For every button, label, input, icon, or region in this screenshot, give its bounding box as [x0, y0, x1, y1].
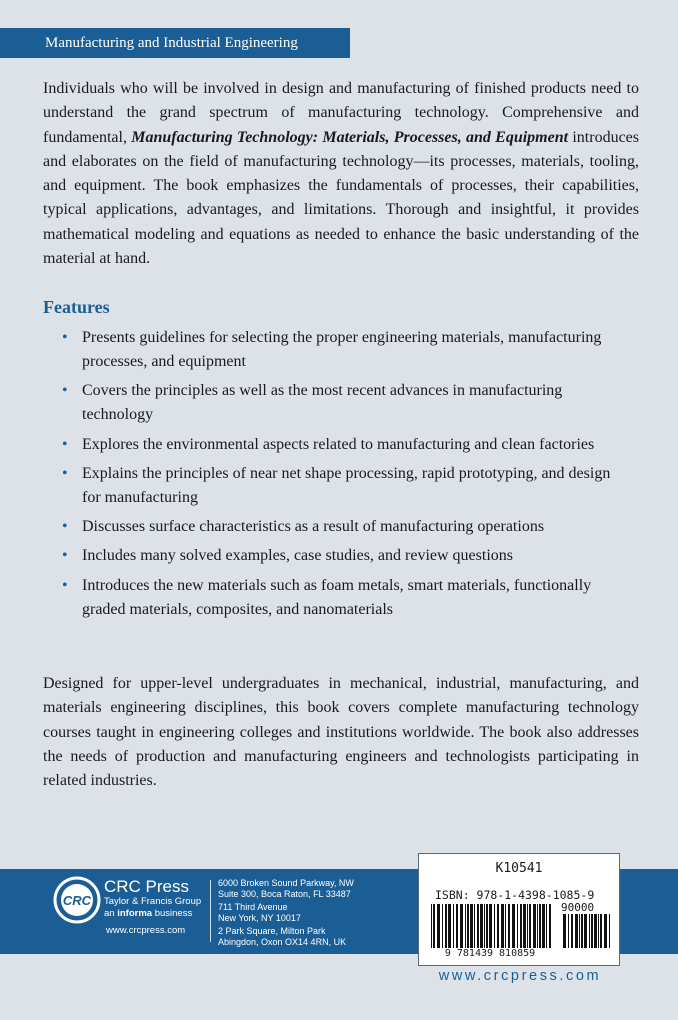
- barcode-bar: [527, 904, 528, 948]
- publisher-addresses: [218, 878, 354, 950]
- bullet-icon: •: [62, 382, 68, 400]
- feature-item: [62, 515, 622, 539]
- description-intro-before: Individuals who will be involved in design and manufacturing of finished products need to understand the grand spectrum of manufacturing technology. Comprehensive and fundamental,: [43, 80, 639, 146]
- barcode-bar: [571, 914, 573, 948]
- series-title: Manufacturing and Industrial Engineering: [45, 35, 298, 51]
- barcode-bar: [494, 904, 495, 948]
- crcpress-website: www.crcpress.com: [438, 968, 602, 984]
- barcode-bar: [465, 904, 466, 948]
- barcode-bar: [581, 914, 583, 948]
- barcode-bar: [520, 904, 522, 948]
- barcode-bar: [594, 914, 597, 948]
- feature-item: [62, 544, 622, 568]
- feature-text: Explains the principles of near net shape processing, rapid prototyping, and design for manufacturing: [82, 464, 611, 506]
- barcode-bar: [609, 914, 610, 948]
- barcode-bar: [579, 914, 580, 948]
- barcode-bar: [505, 904, 506, 948]
- barcode-bar: [512, 904, 515, 948]
- description-intro: [43, 77, 639, 271]
- barcode-bar: [445, 904, 447, 948]
- bullet-icon: •: [62, 329, 68, 346]
- feature-text: Introduces the new materials such as foam metals, smart materials, functionally graded materials, composites, and nanomaterials: [82, 576, 592, 618]
- barcode-bar: [486, 904, 488, 948]
- feature-list: [62, 326, 622, 627]
- catalog-number: K10541: [495, 861, 543, 876]
- barcode-bar: [508, 904, 510, 948]
- barcode-bar: [456, 904, 458, 948]
- barcode-bar: [448, 904, 451, 948]
- barcode-bar: [470, 904, 473, 948]
- barcode-bar: [474, 904, 475, 948]
- barcode-bar: [484, 904, 485, 948]
- feature-item: [62, 574, 622, 622]
- feature-item: [62, 462, 622, 510]
- barcode-bar: [437, 904, 440, 948]
- feature-item: [62, 433, 622, 457]
- address-divider: [210, 880, 211, 942]
- barcode-bar: [537, 904, 538, 948]
- barcode-bar: [431, 904, 432, 948]
- description-intro-after: introduces and elaborates on the field of manufacturing technology—its processes, materials, tooling, and equipment. The book emphasizes the fundamentals of processes, their capabilities, typical applications, advantages, and limitations. Thorough and insightful, it provides mathematical modeling and equations as needed to enhance the basic understanding of the material at hand.: [43, 128, 640, 268]
- barcode-bar: [539, 904, 541, 948]
- barcode-bar: [598, 914, 599, 948]
- bullet-icon: •: [62, 547, 68, 565]
- barcode-bar: [584, 914, 587, 948]
- feature-item: [62, 326, 622, 374]
- barcode-bar: [533, 904, 536, 948]
- barcode-bar: [480, 904, 483, 948]
- feature-text: Presents guidelines for selecting the proper engineering materials, manufacturing processes, and equipment: [82, 329, 602, 370]
- publisher-name: CRC Press: [104, 877, 190, 896]
- feature-text: Discusses surface characteristics as a result of manufacturing operations: [82, 518, 545, 536]
- barcode-bar: [442, 904, 443, 948]
- barcode-bar: [600, 914, 602, 948]
- barcode-bar: [501, 904, 504, 948]
- book-title: Manufacturing Technology: Materials, Processes, and Equipment: [131, 128, 569, 146]
- barcode-bar: [604, 914, 607, 948]
- feature-text: Includes many solved examples, case studies, and review questions: [82, 547, 513, 565]
- barcode-bar: [467, 904, 469, 948]
- barcode-bar: [589, 914, 590, 948]
- barcode-bar: [517, 904, 518, 948]
- barcode-bar: [549, 904, 551, 948]
- price-code: 90000: [561, 901, 595, 914]
- barcode-panel: [418, 853, 620, 966]
- publisher-group: Taylor & Francis Group: [104, 896, 202, 907]
- bullet-icon: •: [62, 518, 68, 536]
- barcode-bar: [546, 904, 547, 948]
- barcode-bar: [563, 914, 566, 948]
- feature-text: Explores the environmental aspects related to manufacturing and clean factories: [82, 435, 595, 453]
- bullet-icon: •: [62, 435, 68, 453]
- address-boca-raton: 6000 Broken Sound Parkway, NW Suite 300, Boca Raton, FL 33487: [218, 878, 354, 899]
- crc-logo-text: CRC: [62, 893, 92, 908]
- barcode-bar: [542, 904, 545, 948]
- address-new-york: 711 Third Avenue New York, NY 10017: [218, 902, 301, 923]
- barcode-bar: [489, 904, 492, 948]
- ean-digits: 9 781439 810859: [444, 948, 536, 959]
- barcode-bar: [575, 914, 578, 948]
- feature-text: Covers the principles as well as the most recent advances in manufacturing technology: [82, 382, 563, 424]
- description-closing: Designed for upper-level undergraduates in mechanical, industrial, manufacturing, and materials engineering disciplines, this book covers complete manufacturing technology courses taught in engineering colleges and institutions worldwide. The book also addresses the needs of production and manufacturing engineers and technologists participating in related industries.: [43, 675, 639, 790]
- isbn-number: ISBN: 978-1-4398-1085-9: [435, 888, 595, 902]
- barcode-bar: [433, 904, 435, 948]
- barcode-bar: [477, 904, 479, 948]
- barcode-bar: [497, 904, 499, 948]
- bullet-icon: •: [62, 464, 68, 482]
- crc-press-logo-icon: [52, 875, 102, 925]
- barcode-bar: [568, 914, 569, 948]
- features-heading: Features: [43, 297, 110, 317]
- barcode-bar: [529, 904, 531, 948]
- address-abingdon: 2 Park Square, Milton Park Abingdon, Oxon OX14 4RN, UK: [218, 926, 347, 947]
- barcode-bar: [460, 904, 463, 948]
- publisher-identity: [104, 877, 201, 920]
- series-banner: [0, 28, 350, 58]
- barcode-bar: [453, 904, 454, 948]
- informa-brand: informa: [117, 908, 153, 919]
- feature-item: [62, 379, 622, 427]
- barcode-bar: [523, 904, 526, 948]
- publisher-url: www.crcpress.com: [106, 925, 186, 936]
- publisher-business: an informa business: [104, 908, 193, 919]
- barcode-bar: [591, 914, 593, 948]
- bullet-icon: •: [62, 576, 68, 594]
